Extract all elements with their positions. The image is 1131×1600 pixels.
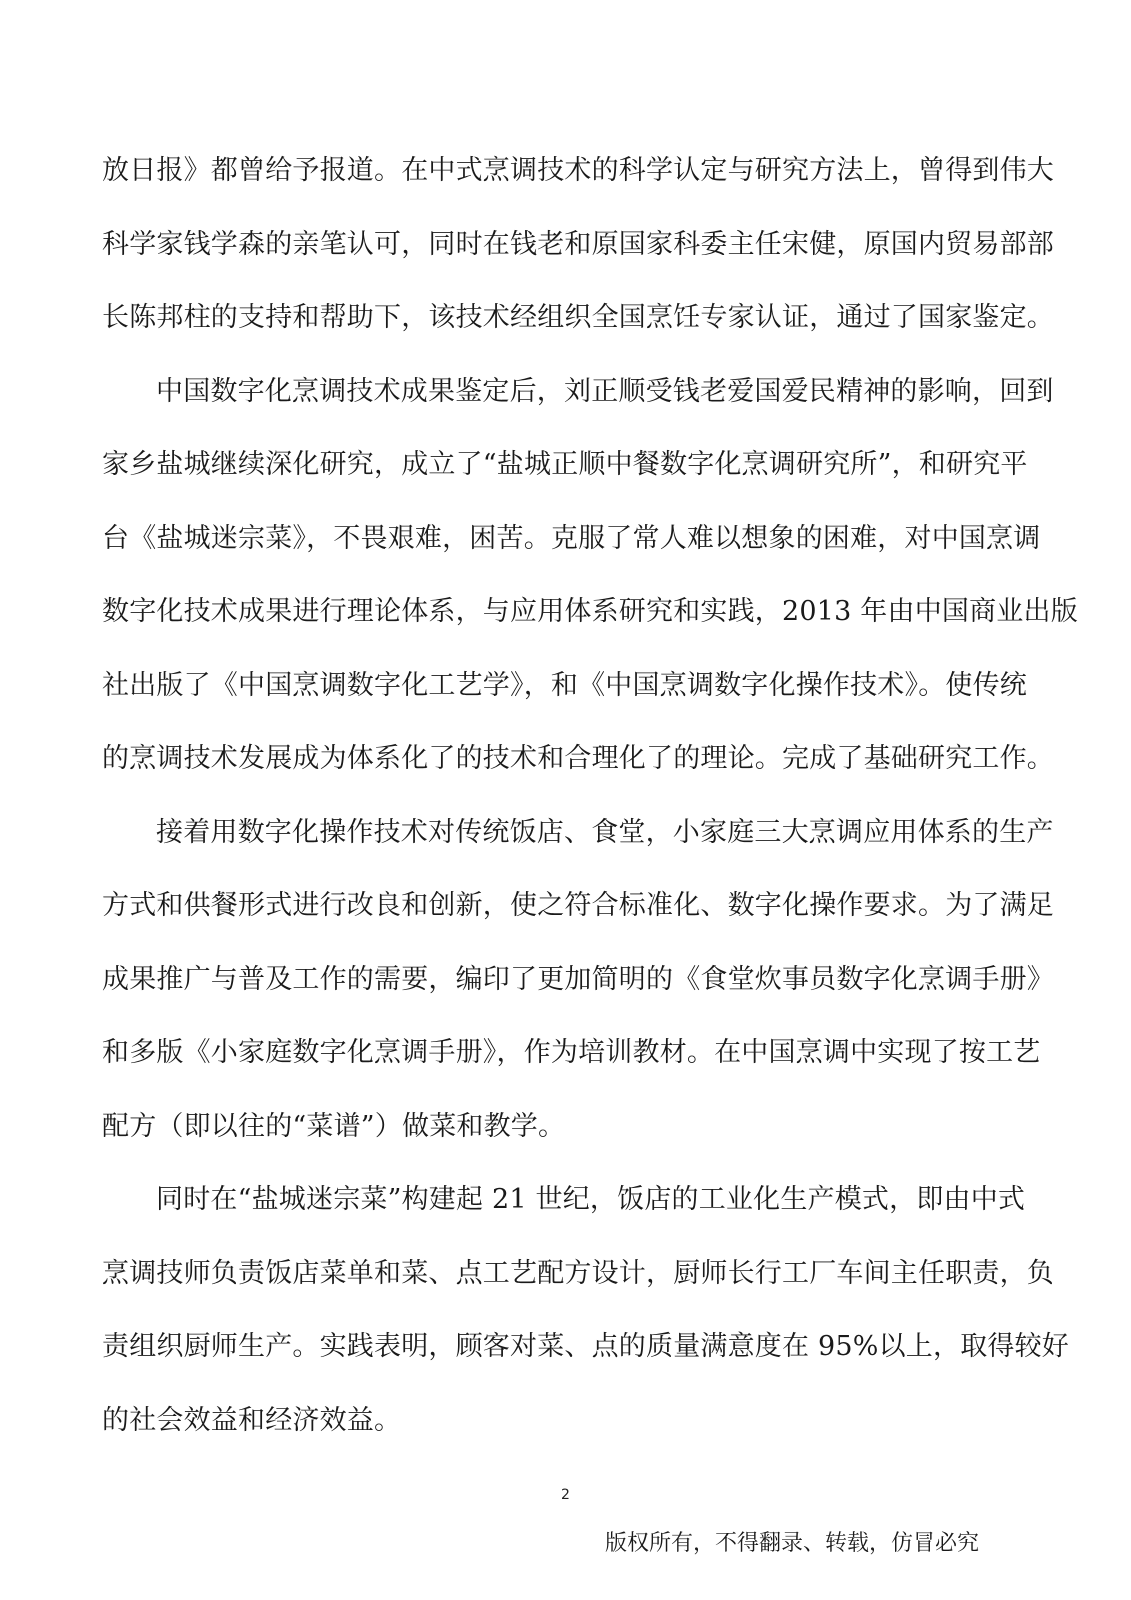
text-line: 放日报》都曾给予报道。在中式烹调技术的科学认定与研究方法上，曾得到伟大 — [102, 155, 1054, 186]
text-line: 同时在“盐城迷宗菜”构建起 21 世纪，饭店的工业化生产模式，即由中式 — [156, 1184, 1026, 1215]
body-text — [102, 146, 1078, 1469]
text-line: 数字化技术成果进行理论体系，与应用体系研究和实践，2013 年由中国商业出版 — [102, 596, 1078, 627]
text-line: 接着用数字化操作技术对传统饭店、食堂，小家庭三大烹调应用体系的生产 — [156, 816, 1054, 848]
text-line: 方式和供餐形式进行改良和创新，使之符合标准化、数字化操作要求。为了满足 — [102, 890, 1054, 921]
text-line: 的社会效益和经济效益。 — [102, 1404, 402, 1436]
text-line: 家乡盐城继续深化研究，成立了“盐城正顺中餐数字化烹调研究所”，和研究平 — [102, 449, 1028, 480]
text-line: 和多版《小家庭数字化烹调手册》，作为培训教材。在中国烹调中实现了按工艺 — [102, 1037, 1041, 1068]
text-line: 配方（即以往的“菜谱”）做菜和教学。 — [102, 1110, 566, 1142]
text-line: 中国数字化烹调技术成果鉴定后，刘正顺受钱老爱国爱民精神的影响，回到 — [156, 375, 1054, 407]
page-number: 2 — [561, 1487, 570, 1503]
text-line: 烹调技师负责饭店菜单和菜、点工艺配方设计，厨师长行工厂车间主任职责，负 — [102, 1257, 1054, 1289]
text-line: 责组织厨师生产。实践表明，顾客对菜、点的质量满意度在 95%以上，取得较好 — [102, 1331, 1069, 1362]
text-line: 社出版了《中国烹调数字化工艺学》，和《中国烹调数字化操作技术》。使传统 — [102, 669, 1027, 701]
text-line: 台《盐城迷宗菜》，不畏艰难，困苦。克服了常人难以想象的困难，对中国烹调 — [102, 522, 1041, 554]
text-line: 科学家钱学森的亲笔认可，同时在钱老和原国家科委主任宋健，原国内贸易部部 — [102, 228, 1054, 260]
text-line: 的烹调技术发展成为体系化了的技术和合理化了的理论。完成了基础研究工作。 — [102, 743, 1054, 774]
text-line: 长陈邦柱的支持和帮助下，该技术经组织全国烹饪专家认证，通过了国家鉴定。 — [102, 302, 1054, 333]
text-line: 成果推广与普及工作的需要，编印了更加简明的《食堂炊事员数字化烹调手册》 — [102, 963, 1054, 995]
copyright-notice: 版权所有，不得翻录、转载，仿冒必究 — [605, 1531, 980, 1556]
